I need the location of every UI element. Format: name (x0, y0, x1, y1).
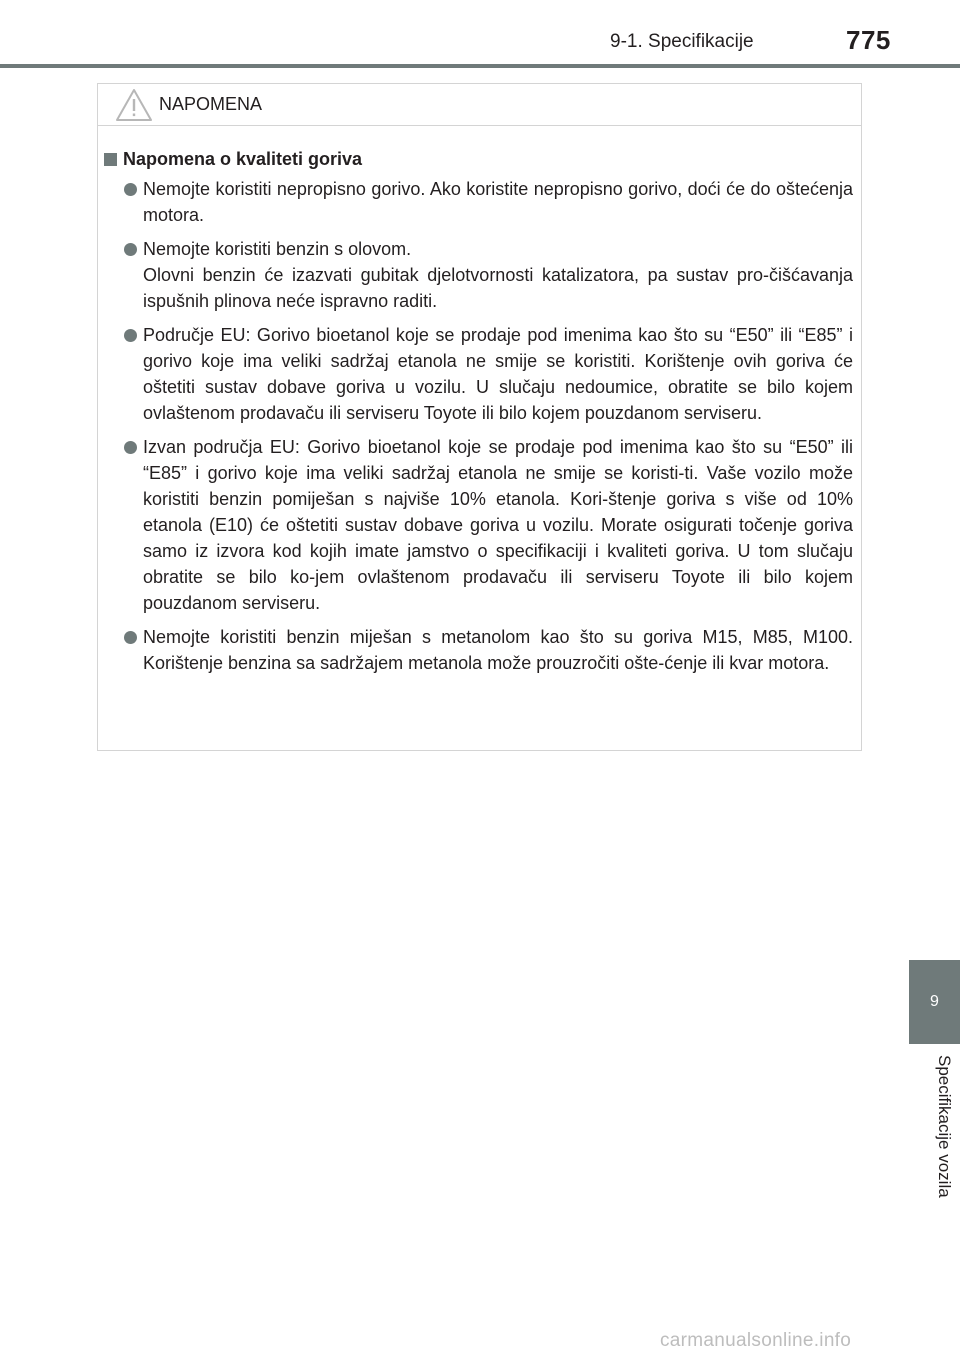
list-item (104, 434, 853, 616)
bullet-dot-icon (124, 183, 137, 196)
watermark: carmanualsonline.info (660, 1330, 852, 1351)
list-item-text: Nemojte koristiti nepropisno gorivo. Ako koristite nepropisno gorivo, doći će do oštećenja motora. (143, 179, 853, 225)
bullet-dot-icon (124, 441, 137, 454)
header-rule (0, 64, 960, 68)
notice-body (98, 126, 861, 676)
section-title: 9-1. Specifikacije (610, 31, 754, 52)
page-number: 775 (846, 25, 891, 55)
notice-subheading (104, 146, 853, 172)
bullet-dot-icon (124, 329, 137, 342)
notice-title: NAPOMENA (159, 94, 263, 114)
list-item (104, 322, 853, 426)
bullet-dot-icon (124, 631, 137, 644)
subheading-text: Napomena o kvaliteti goriva (123, 149, 363, 169)
chapter-number: 9 (930, 993, 939, 1010)
warning-triangle-icon (115, 88, 153, 122)
bullet-dot-icon (124, 243, 137, 256)
list-item-text: Područje EU: Gorivo bioetanol koje se prodaje pod imenima kao što su “E50” ili “E85” i gorivo koje ima veliki sadržaj etanola ne smije se koristiti. Korištenje ovih goriva će oštetiti sustav dobave goriva u vozilu. U slučaju nedoumice, obratite se bilo kojem ovlaštenom prodavaču ili serviseru Toyote ili bilo kojem pouzdanom serviseru. (143, 325, 853, 423)
list-item (104, 236, 853, 314)
notice-header (98, 84, 861, 126)
list-item-text: Nemojte koristiti benzin s olovom. (143, 239, 412, 259)
list-item (104, 624, 853, 676)
notice-box (97, 83, 862, 751)
square-bullet-icon (104, 153, 117, 166)
list-item (104, 176, 853, 228)
chapter-tab (909, 960, 960, 1044)
list-item-text: Izvan područja EU: Gorivo bioetanol koje se prodaje pod imenima kao što su “E50” ili “E85” i gorivo koje ima veliki sadržaj etanola ne smije se koristi-ti. Vaše vozilo može koristiti benzin pomiješan s najviše 10% etanola. Kori-štenje goriva s više od 10% etanola (E10) će oštetiti sustav dobave goriva u vozilu. Morate osigurati točenje goriva samo iz izvora kod kojih imate jamstvo o specifikaciji i kvaliteti goriva. U tom slučaju obratite se bilo ko-jem ovlaštenom prodavaču ili serviseru Toyote ili bilo kojem pouzdanom serviseru. (143, 437, 853, 613)
list-item-text: Nemojte koristiti benzin miješan s metanolom kao što su goriva M15, M85, M100. Korištenje benzina sa sadržajem metanola može prouzročiti ošte-ćenje ili kvar motora. (143, 627, 853, 673)
list-item-text: Olovni benzin će izazvati gubitak djelotvornosti katalizatora, pa sustav pro-čišćavanja ispušnih plinova neće ispravno raditi. (143, 265, 853, 311)
page-header (0, 0, 960, 70)
chapter-label: Specifikacije vozila (935, 1055, 954, 1198)
